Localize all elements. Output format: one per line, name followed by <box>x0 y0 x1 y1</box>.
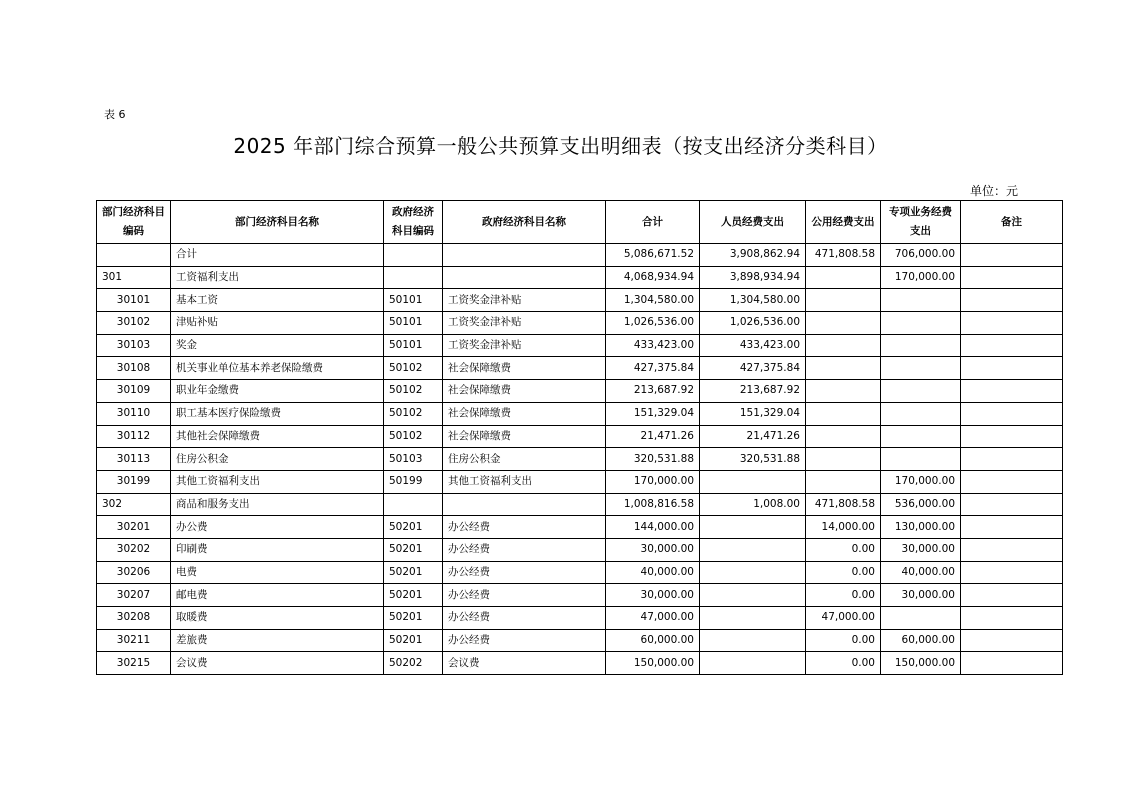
table-row <box>97 380 1063 403</box>
cell-personnel <box>700 516 806 539</box>
cell-gov-code: 50102 <box>384 425 443 448</box>
cell-gov-name: 办公经费 <box>443 584 606 607</box>
page-title: 2025 年部门综合预算一般公共预算支出明细表（按支出经济分类科目） <box>233 134 888 158</box>
cell-total: 1,008,816.58 <box>606 493 700 516</box>
header-total: 合计 <box>606 201 700 244</box>
cell-dept-name: 奖金 <box>171 334 384 357</box>
header-gov-code: 政府经济科目编码 <box>384 201 443 244</box>
cell-dept-name: 办公费 <box>171 516 384 539</box>
cell-gov-name: 办公经费 <box>443 607 606 630</box>
table-row <box>97 538 1063 561</box>
cell-remark <box>961 266 1063 289</box>
cell-gov-name: 住房公积金 <box>443 448 606 471</box>
cell-gov-code: 50201 <box>384 629 443 652</box>
cell-total: 60,000.00 <box>606 629 700 652</box>
cell-remark <box>961 538 1063 561</box>
cell-special: 40,000.00 <box>881 561 961 584</box>
cell-dept-code: 30109 <box>97 380 171 403</box>
cell-personnel: 1,008.00 <box>700 493 806 516</box>
cell-remark <box>961 607 1063 630</box>
cell-special: 30,000.00 <box>881 584 961 607</box>
cell-dept-code: 301 <box>97 266 171 289</box>
cell-remark <box>961 402 1063 425</box>
cell-personnel: 21,471.26 <box>700 425 806 448</box>
cell-special <box>881 334 961 357</box>
cell-dept-name: 合计 <box>171 244 384 267</box>
cell-dept-name: 工资福利支出 <box>171 266 384 289</box>
cell-gov-name: 其他工资福利支出 <box>443 470 606 493</box>
cell-dept-name: 电费 <box>171 561 384 584</box>
cell-dept-code: 30208 <box>97 607 171 630</box>
cell-special: 170,000.00 <box>881 266 961 289</box>
cell-dept-code: 30110 <box>97 402 171 425</box>
cell-remark <box>961 244 1063 267</box>
header-special: 专项业务经费支出 <box>881 201 961 244</box>
cell-total: 144,000.00 <box>606 516 700 539</box>
cell-dept-code: 30206 <box>97 561 171 584</box>
cell-gov-name: 办公经费 <box>443 516 606 539</box>
cell-public: 0.00 <box>806 561 881 584</box>
cell-personnel: 320,531.88 <box>700 448 806 471</box>
cell-special <box>881 425 961 448</box>
cell-gov-code <box>384 266 443 289</box>
cell-dept-name: 商品和服务支出 <box>171 493 384 516</box>
header-gov-name: 政府经济科目名称 <box>443 201 606 244</box>
cell-dept-name: 住房公积金 <box>171 448 384 471</box>
cell-gov-code: 50201 <box>384 561 443 584</box>
cell-dept-code: 30103 <box>97 334 171 357</box>
cell-total: 150,000.00 <box>606 652 700 675</box>
table-number-label: 表 6 <box>104 108 126 121</box>
cell-dept-code: 30201 <box>97 516 171 539</box>
cell-dept-code: 30207 <box>97 584 171 607</box>
cell-remark <box>961 425 1063 448</box>
cell-public <box>806 402 881 425</box>
table-row <box>97 334 1063 357</box>
cell-remark <box>961 289 1063 312</box>
table-header-row <box>97 201 1063 244</box>
unit-label: 单位：元 <box>969 184 1018 198</box>
cell-dept-name: 职业年金缴费 <box>171 380 384 403</box>
cell-gov-code <box>384 244 443 267</box>
cell-dept-name: 取暖费 <box>171 607 384 630</box>
cell-special: 706,000.00 <box>881 244 961 267</box>
cell-total: 21,471.26 <box>606 425 700 448</box>
cell-dept-code: 30101 <box>97 289 171 312</box>
table-row <box>97 425 1063 448</box>
cell-gov-code: 50201 <box>384 584 443 607</box>
cell-gov-name <box>443 266 606 289</box>
cell-personnel: 151,329.04 <box>700 402 806 425</box>
cell-dept-name: 邮电费 <box>171 584 384 607</box>
cell-personnel: 213,687.92 <box>700 380 806 403</box>
cell-special: 150,000.00 <box>881 652 961 675</box>
cell-personnel <box>700 652 806 675</box>
cell-dept-code: 30108 <box>97 357 171 380</box>
cell-total: 320,531.88 <box>606 448 700 471</box>
cell-public <box>806 266 881 289</box>
cell-total: 213,687.92 <box>606 380 700 403</box>
cell-personnel: 1,304,580.00 <box>700 289 806 312</box>
cell-special <box>881 448 961 471</box>
cell-gov-code: 50102 <box>384 357 443 380</box>
table-row <box>97 357 1063 380</box>
table-row <box>97 289 1063 312</box>
cell-public <box>806 425 881 448</box>
cell-special: 536,000.00 <box>881 493 961 516</box>
table-row <box>97 516 1063 539</box>
cell-remark <box>961 448 1063 471</box>
cell-total: 30,000.00 <box>606 584 700 607</box>
cell-gov-name: 办公经费 <box>443 561 606 584</box>
cell-public <box>806 448 881 471</box>
cell-dept-code: 30211 <box>97 629 171 652</box>
cell-remark <box>961 629 1063 652</box>
cell-public <box>806 312 881 335</box>
cell-personnel: 433,423.00 <box>700 334 806 357</box>
cell-remark <box>961 357 1063 380</box>
table-row <box>97 561 1063 584</box>
cell-gov-code <box>384 493 443 516</box>
cell-dept-name: 其他工资福利支出 <box>171 470 384 493</box>
cell-total: 433,423.00 <box>606 334 700 357</box>
table-row <box>97 448 1063 471</box>
cell-gov-code: 50101 <box>384 334 443 357</box>
cell-remark <box>961 470 1063 493</box>
cell-dept-code: 30102 <box>97 312 171 335</box>
cell-gov-name: 社会保障缴费 <box>443 425 606 448</box>
header-dept-code: 部门经济科目编码 <box>97 201 171 244</box>
cell-dept-name: 会议费 <box>171 652 384 675</box>
cell-personnel: 3,908,862.94 <box>700 244 806 267</box>
table-row <box>97 266 1063 289</box>
table-row <box>97 402 1063 425</box>
cell-personnel <box>700 584 806 607</box>
table-row <box>97 652 1063 675</box>
cell-special <box>881 607 961 630</box>
cell-dept-name: 差旅费 <box>171 629 384 652</box>
cell-personnel <box>700 470 806 493</box>
cell-dept-name: 职工基本医疗保险缴费 <box>171 402 384 425</box>
table-row <box>97 493 1063 516</box>
budget-detail-table <box>96 200 1063 675</box>
cell-public: 0.00 <box>806 652 881 675</box>
cell-total: 40,000.00 <box>606 561 700 584</box>
cell-public: 0.00 <box>806 629 881 652</box>
table-total-row <box>97 244 1063 267</box>
cell-total: 4,068,934.94 <box>606 266 700 289</box>
cell-dept-name: 印刷费 <box>171 538 384 561</box>
cell-public <box>806 470 881 493</box>
cell-total: 151,329.04 <box>606 402 700 425</box>
cell-remark <box>961 312 1063 335</box>
table-row <box>97 312 1063 335</box>
cell-public: 47,000.00 <box>806 607 881 630</box>
cell-gov-name: 办公经费 <box>443 538 606 561</box>
cell-special <box>881 312 961 335</box>
cell-personnel <box>700 561 806 584</box>
cell-dept-name: 其他社会保障缴费 <box>171 425 384 448</box>
cell-special <box>881 357 961 380</box>
cell-dept-name: 基本工资 <box>171 289 384 312</box>
cell-dept-code: 30199 <box>97 470 171 493</box>
cell-dept-code: 30113 <box>97 448 171 471</box>
cell-gov-name: 社会保障缴费 <box>443 380 606 403</box>
cell-total: 1,304,580.00 <box>606 289 700 312</box>
cell-gov-name <box>443 244 606 267</box>
cell-special <box>881 402 961 425</box>
header-dept-name: 部门经济科目名称 <box>171 201 384 244</box>
header-personnel: 人员经费支出 <box>700 201 806 244</box>
cell-total: 47,000.00 <box>606 607 700 630</box>
cell-special <box>881 289 961 312</box>
cell-special <box>881 380 961 403</box>
table-row <box>97 470 1063 493</box>
cell-gov-name: 社会保障缴费 <box>443 402 606 425</box>
table-row <box>97 584 1063 607</box>
cell-dept-code: 30112 <box>97 425 171 448</box>
cell-gov-name: 会议费 <box>443 652 606 675</box>
cell-remark <box>961 584 1063 607</box>
cell-remark <box>961 516 1063 539</box>
cell-remark <box>961 561 1063 584</box>
cell-dept-code <box>97 244 171 267</box>
cell-total: 427,375.84 <box>606 357 700 380</box>
table-row <box>97 629 1063 652</box>
cell-gov-code: 50199 <box>384 470 443 493</box>
cell-gov-name: 工资奖金津补贴 <box>443 289 606 312</box>
cell-gov-code: 50103 <box>384 448 443 471</box>
cell-public <box>806 357 881 380</box>
cell-personnel <box>700 607 806 630</box>
cell-dept-code: 30202 <box>97 538 171 561</box>
cell-gov-code: 50102 <box>384 402 443 425</box>
cell-gov-name: 工资奖金津补贴 <box>443 334 606 357</box>
cell-dept-code: 302 <box>97 493 171 516</box>
cell-public: 0.00 <box>806 584 881 607</box>
cell-dept-name: 津贴补贴 <box>171 312 384 335</box>
cell-gov-name: 办公经费 <box>443 629 606 652</box>
table-row <box>97 607 1063 630</box>
cell-public: 0.00 <box>806 538 881 561</box>
cell-dept-code: 30215 <box>97 652 171 675</box>
cell-gov-code: 50201 <box>384 516 443 539</box>
cell-public <box>806 289 881 312</box>
cell-gov-code: 50202 <box>384 652 443 675</box>
table-body <box>97 244 1063 675</box>
cell-public <box>806 380 881 403</box>
cell-public: 471,808.58 <box>806 493 881 516</box>
cell-total: 1,026,536.00 <box>606 312 700 335</box>
cell-special: 170,000.00 <box>881 470 961 493</box>
cell-gov-code: 50101 <box>384 312 443 335</box>
header-public: 公用经费支出 <box>806 201 881 244</box>
cell-public: 14,000.00 <box>806 516 881 539</box>
cell-gov-name <box>443 493 606 516</box>
cell-special: 60,000.00 <box>881 629 961 652</box>
cell-remark <box>961 493 1063 516</box>
cell-remark <box>961 380 1063 403</box>
cell-personnel: 3,898,934.94 <box>700 266 806 289</box>
cell-total: 30,000.00 <box>606 538 700 561</box>
cell-total: 170,000.00 <box>606 470 700 493</box>
cell-gov-code: 50201 <box>384 538 443 561</box>
cell-personnel <box>700 629 806 652</box>
cell-special: 30,000.00 <box>881 538 961 561</box>
cell-public <box>806 334 881 357</box>
cell-remark <box>961 334 1063 357</box>
cell-public: 471,808.58 <box>806 244 881 267</box>
header-remark: 备注 <box>961 201 1063 244</box>
cell-total: 5,086,671.52 <box>606 244 700 267</box>
cell-personnel: 427,375.84 <box>700 357 806 380</box>
cell-special: 130,000.00 <box>881 516 961 539</box>
cell-gov-code: 50201 <box>384 607 443 630</box>
cell-remark <box>961 652 1063 675</box>
cell-personnel <box>700 538 806 561</box>
cell-gov-name: 工资奖金津补贴 <box>443 312 606 335</box>
cell-gov-code: 50101 <box>384 289 443 312</box>
cell-dept-name: 机关事业单位基本养老保险缴费 <box>171 357 384 380</box>
cell-gov-name: 社会保障缴费 <box>443 357 606 380</box>
cell-gov-code: 50102 <box>384 380 443 403</box>
cell-personnel: 1,026,536.00 <box>700 312 806 335</box>
